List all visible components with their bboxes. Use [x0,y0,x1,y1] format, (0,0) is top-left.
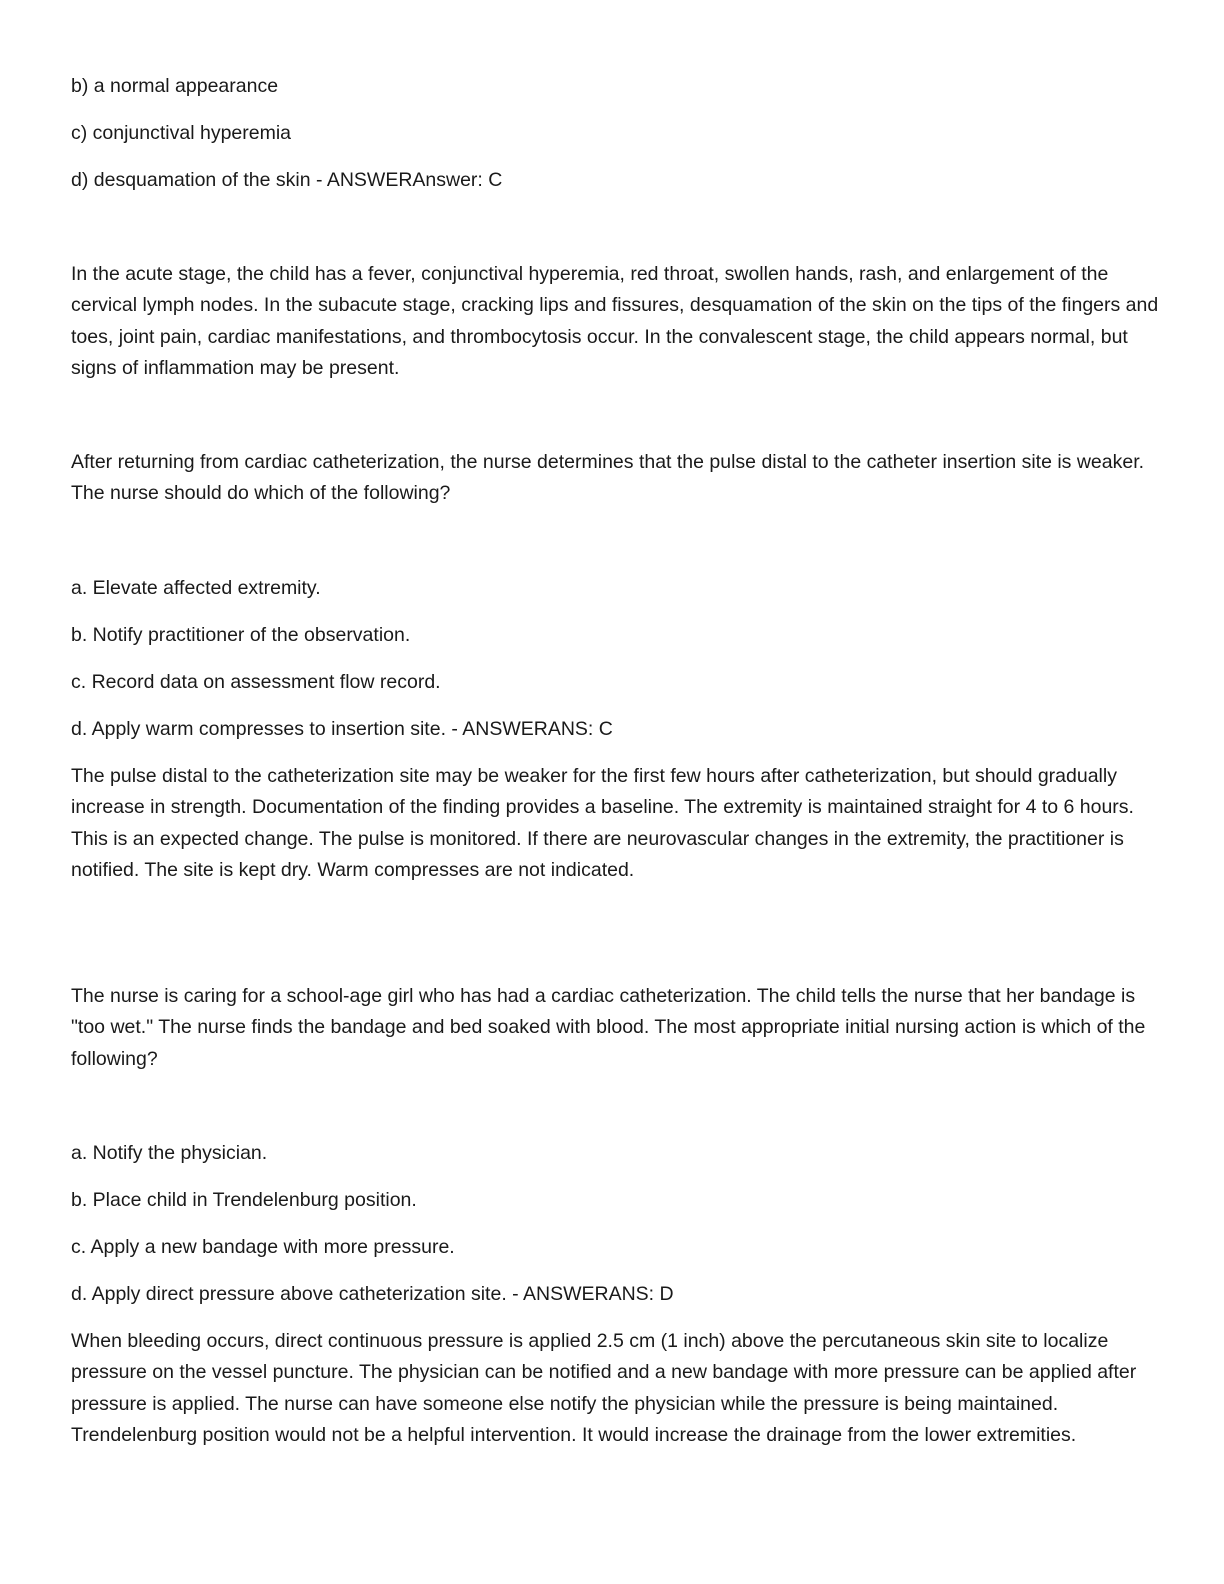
q1-option-d-answer: d) desquamation of the skin - ANSWERAnswer: C [71,169,503,191]
q3-option-b: b. Place child in Trendelenburg position. [71,1189,417,1211]
q2-explanation: The pulse distal to the catheterization site may be weaker for the first few hours after catheterization, but should gradually increase in strength. Documentation of the finding provides a baseline. The extremity is maintained straight for 4 to 6 hours. This is an expected change. The pulse is monitored. If there are neurovascular changes in the extremity, the practitioner is notified. The site is kept dry. Warm compresses are not indicated. [71,765,1134,881]
q1-explanation: In the acute stage, the child has a fever, conjunctival hyperemia, red throat, swollen hands, rash, and enlargement of the cervical lymph nodes. In the subacute stage, cracking lips and fissures, desquamation of the skin on the tips of the fingers and toes, joint pain, cardiac manifestations, and thrombocytosis occur. In the convalescent stage, the child appears normal, but signs of inflammation may be present. [71,263,1159,379]
q1-option-b: b) a normal appearance [71,75,279,97]
q3-option-d-answer: d. Apply direct pressure above catheterization site. - ANSWERANS: D [71,1283,674,1305]
q2-option-d-answer: d. Apply warm compresses to insertion site. - ANSWERANS: C [71,718,613,740]
q2-option-c: c. Record data on assessment flow record. [71,671,441,693]
q2-option-a: a. Elevate affected extremity. [71,577,321,599]
q2-option-b: b. Notify practitioner of the observation. [71,624,411,646]
q3-option-c: c. Apply a new bandage with more pressure. [71,1236,455,1258]
q3-explanation: When bleeding occurs, direct continuous pressure is applied 2.5 cm (1 inch) above the percutaneous skin site to localize pressure on the vessel puncture. The physician can be notified and a new bandage with more pressure can be applied after pressure is applied. The nurse can have someone else notify the physician while the pressure is being maintained. Trendelenburg position would not be a helpful intervention. It would increase the drainage from the lower extremities. [71,1330,1137,1446]
q2-question: After returning from cardiac catheterization, the nurse determines that the pulse distal to the catheter insertion site is weaker. The nurse should do which of the following? [71,451,1145,505]
q1-option-c: c) conjunctival hyperemia [71,122,292,144]
q3-question: The nurse is caring for a school-age girl who has had a cardiac catheterization. The child tells the nurse that her bandage is "too wet." The nurse finds the bandage and bed soaked with blood. The most appropriate initial nursing action is which of the following? [71,985,1146,1070]
q3-option-a: a. Notify the physician. [71,1142,268,1164]
